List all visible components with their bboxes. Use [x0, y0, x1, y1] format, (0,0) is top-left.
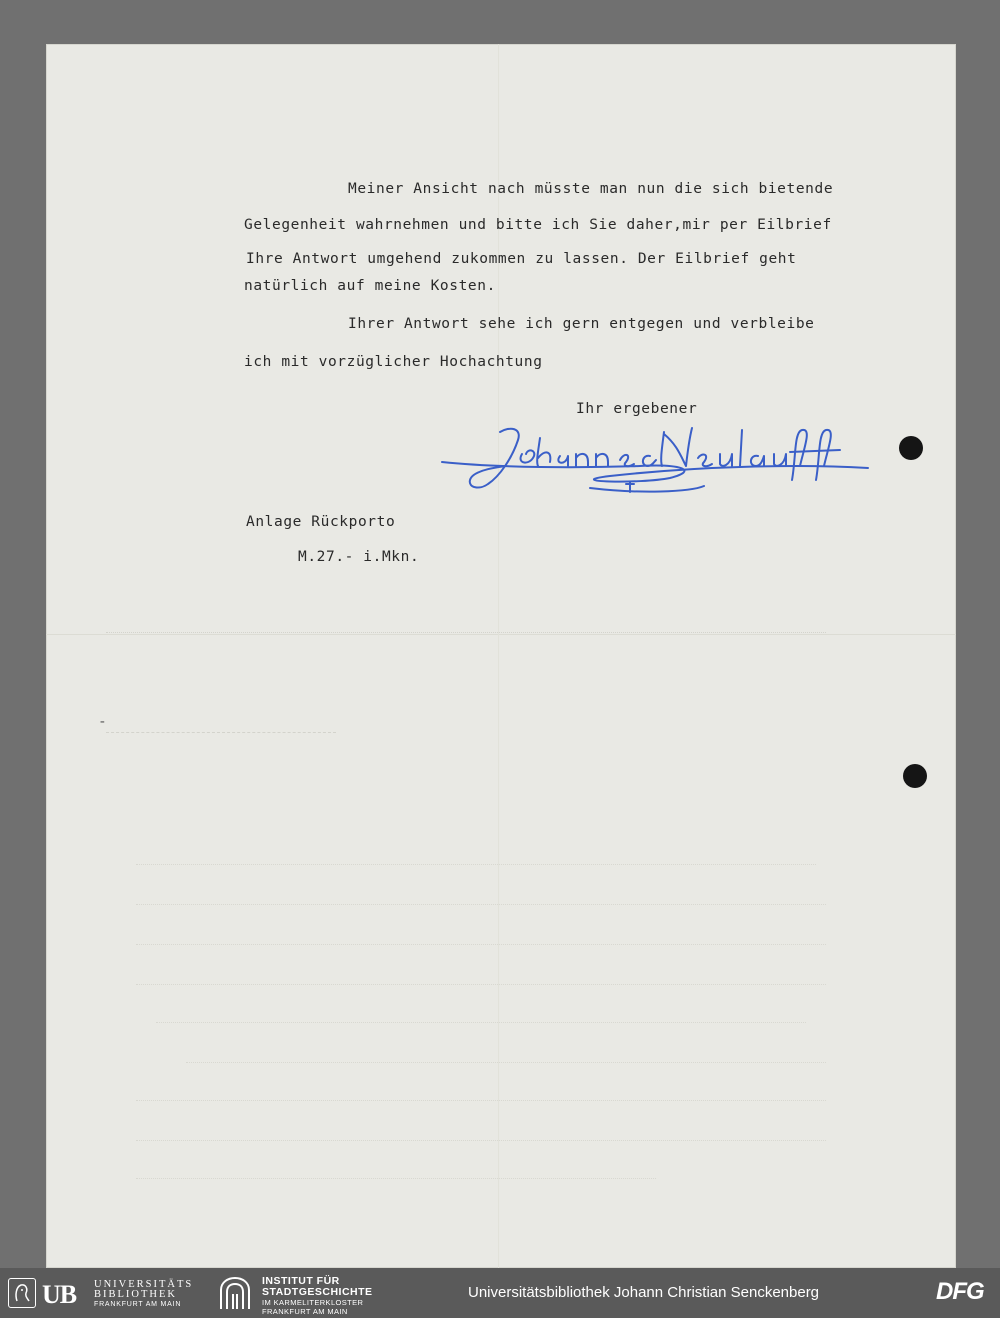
body-line: Ihrer Antwort sehe ich gern entgegen und verbleibe: [348, 316, 815, 332]
body-line: Ihre Antwort umgehend zukommen zu lassen. Der Eilbrief geht: [246, 251, 797, 267]
side-mark: -: [98, 714, 108, 730]
ub-logo[interactable]: [8, 1278, 208, 1310]
show-through-line: [136, 944, 826, 947]
ub-wordmark: [94, 1280, 193, 1310]
show-through-line: [136, 1178, 656, 1181]
show-through-line: [106, 632, 826, 635]
isg-logo[interactable]: [218, 1275, 418, 1316]
body-line: Gelegenheit wahrnehmen und bitte ich Sie daher,mir per Eilbrief: [244, 217, 832, 233]
isg-line: IM KARMELITERKLOSTER: [262, 1298, 364, 1307]
closing: Ihr ergebener: [576, 401, 698, 417]
ub-letters: UB: [42, 1280, 77, 1309]
show-through-line: [136, 1140, 826, 1143]
isg-line: FRANKFURT AM MAIN: [262, 1307, 348, 1316]
show-through-line: [156, 1022, 806, 1025]
dfg-logo[interactable]: DFG: [936, 1278, 984, 1305]
signature: [440, 418, 870, 496]
show-through-line: [136, 904, 826, 907]
body-line: natürlich auf meine Kosten.: [244, 278, 496, 294]
enclosure-line: Anlage Rückporto: [246, 514, 396, 530]
show-through-line: [136, 1100, 826, 1103]
punch-hole: [899, 436, 923, 460]
show-through-line: [136, 864, 816, 867]
ub-line: BIBLIOTHEK: [94, 1289, 177, 1300]
show-through-line: [186, 1062, 826, 1065]
punch-hole: [903, 764, 927, 788]
ub-line: FRANKFURT AM MAIN: [94, 1301, 182, 1308]
isg-wordmark: [262, 1276, 373, 1316]
show-through-line: [106, 732, 336, 735]
isg-line: INSTITUT FÜR: [262, 1275, 340, 1287]
isg-line: STADTGESCHICHTE: [262, 1286, 373, 1298]
enclosure-line: M.27.- i.Mkn.: [298, 549, 420, 565]
show-through-line: [136, 984, 826, 987]
body-line: ich mit vorzüglicher Hochachtung: [244, 354, 543, 370]
body-line: Meiner Ansicht nach müsste man nun die sich bietende: [348, 181, 834, 197]
arch-icon: [218, 1276, 252, 1310]
ub-line: UNIVERSITÄTS: [94, 1279, 194, 1290]
library-name[interactable]: Universitätsbibliothek Johann Christian Senckenberg: [468, 1284, 820, 1301]
goethe-portrait-icon: [8, 1278, 36, 1308]
footer-bar: [0, 1268, 1000, 1318]
letter-page: [46, 44, 956, 1268]
